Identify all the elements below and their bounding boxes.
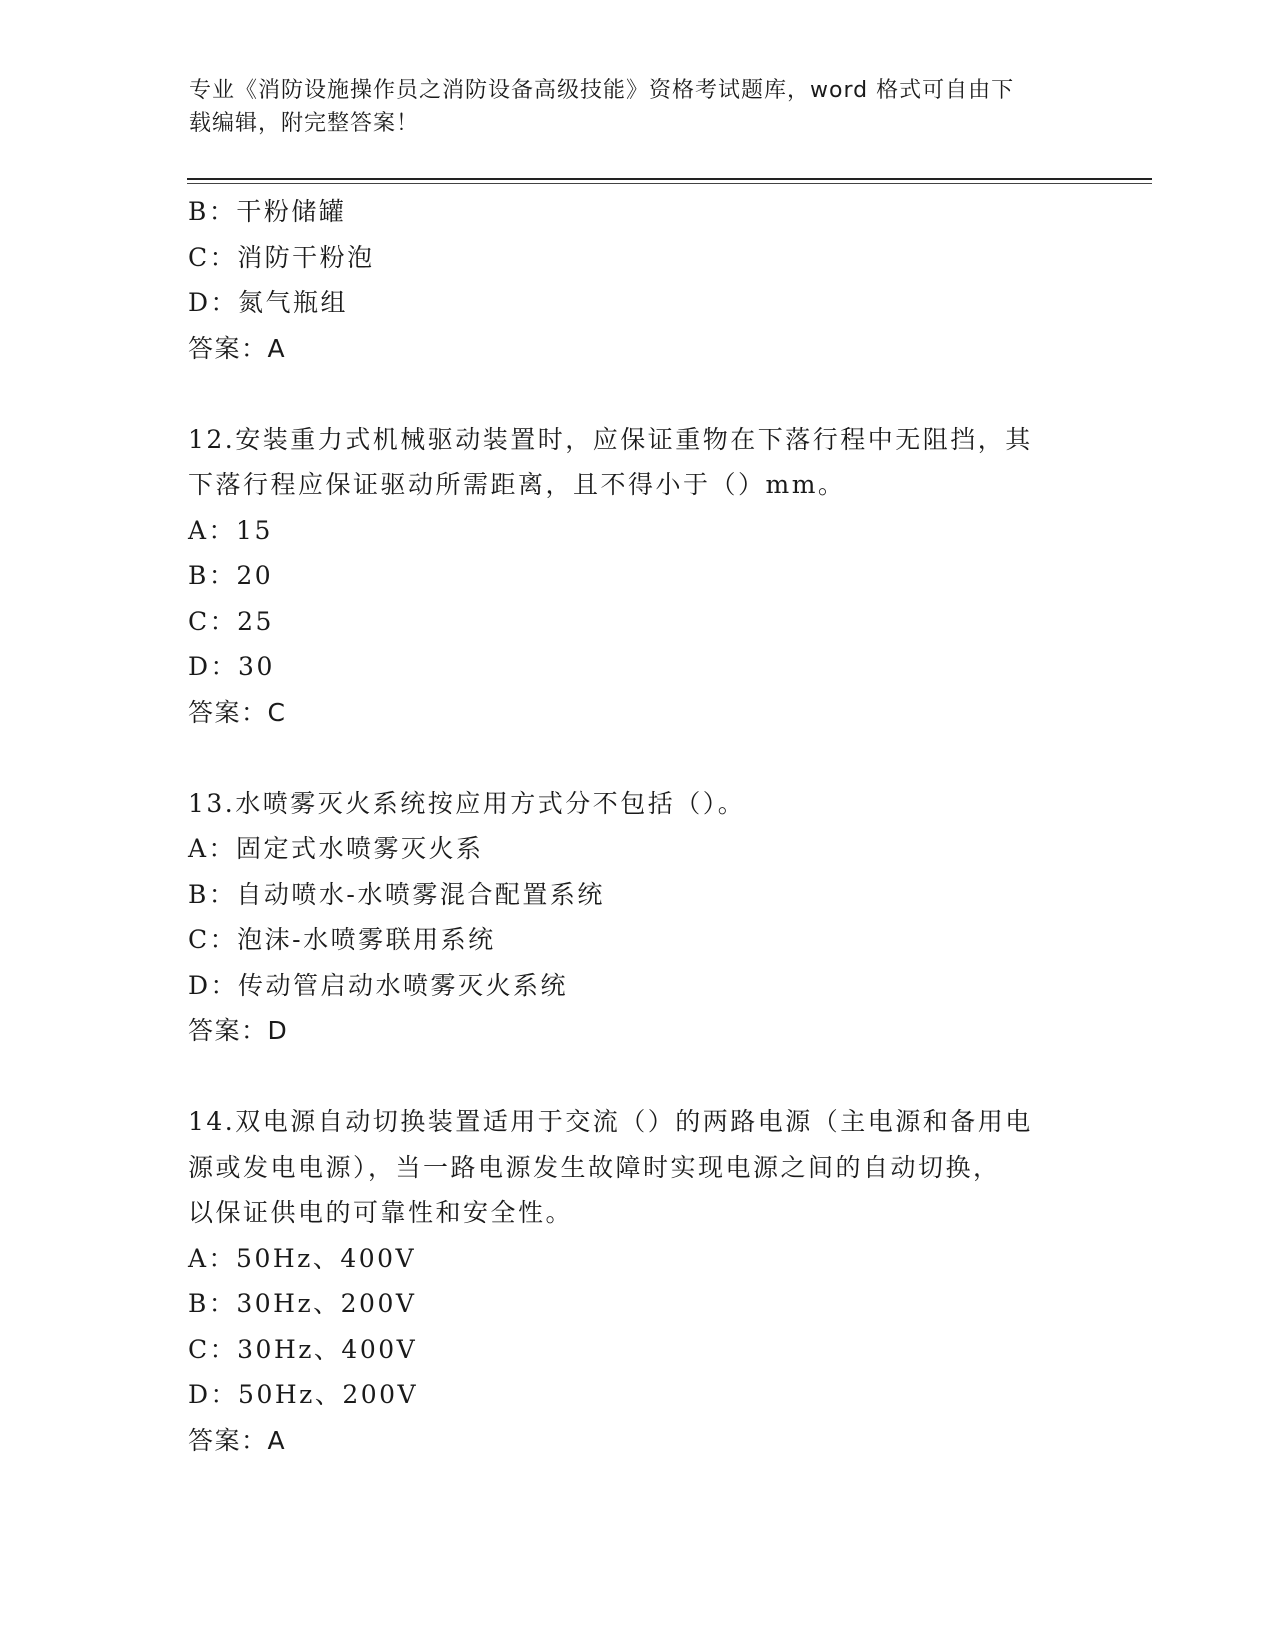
option-d: D：氮气瓶组 (188, 288, 349, 317)
header-line-2: 载编辑，附完整答案！ (189, 111, 420, 136)
question-stem-line: 14.双电源自动切换装置适用于交流（）的两路电源（主电源和备用电 (188, 1107, 1033, 1136)
option-c: C：25 (188, 606, 274, 636)
option-d: D：30 (188, 652, 275, 681)
option-a: A：50Hz、400V (188, 1243, 417, 1273)
answer: 答案：A (188, 333, 287, 363)
question-list (188, 189, 1088, 1463)
option-c: C：30Hz、400V (188, 1334, 418, 1364)
option-b: B：20 (188, 561, 274, 590)
question-stem-line: 源或发电电源），当一路电源发生故障时实现电源之间的自动切换， (188, 1152, 1001, 1182)
option-a: A：15 (188, 515, 273, 545)
question-12 (188, 417, 1088, 736)
header-line-1: 专业《消防设施操作员之消防设备高级技能》资格考试题库，word 格式可自由下 (189, 78, 1015, 103)
header-rule-thick (187, 178, 1152, 180)
option-c: C：泡沫-水喷雾联用系统 (188, 925, 496, 954)
option-c: C：消防干粉泡 (188, 242, 375, 272)
spacer (188, 371, 1088, 417)
question-stem-line: 12.安装重力式机械驱动装置时，应保证重物在下落行程中无阻挡，其 (188, 424, 1033, 454)
answer: 答案：A (188, 1425, 287, 1455)
option-d: D：50Hz、200V (188, 1380, 419, 1409)
option-b: B：干粉储罐 (188, 197, 347, 226)
answer: 答案：D (188, 1016, 289, 1045)
page-header (189, 74, 1069, 140)
question-11 (188, 189, 1088, 371)
question-stem-line: 13.水喷雾灭火系统按应用方式分不包括（）。 (188, 788, 746, 818)
spacer (188, 1054, 1088, 1100)
question-stem-line: 下落行程应保证驱动所需距离，且不得小于（）mm。 (188, 470, 846, 499)
answer: 答案：C (188, 697, 287, 727)
question-13 (188, 781, 1088, 1054)
option-b: B：30Hz、200V (188, 1289, 417, 1318)
option-d: D：传动管启动水喷雾灭火系统 (188, 970, 569, 1000)
question-stem-line: 以保证供电的可靠性和安全性。 (188, 1198, 574, 1227)
header-rule-thin (187, 183, 1152, 184)
spacer (188, 735, 1088, 781)
option-b: B：自动喷水-水喷雾混合配置系统 (188, 879, 605, 909)
option-a: A：固定式水喷雾灭火系 (188, 834, 484, 863)
question-14 (188, 1099, 1088, 1463)
